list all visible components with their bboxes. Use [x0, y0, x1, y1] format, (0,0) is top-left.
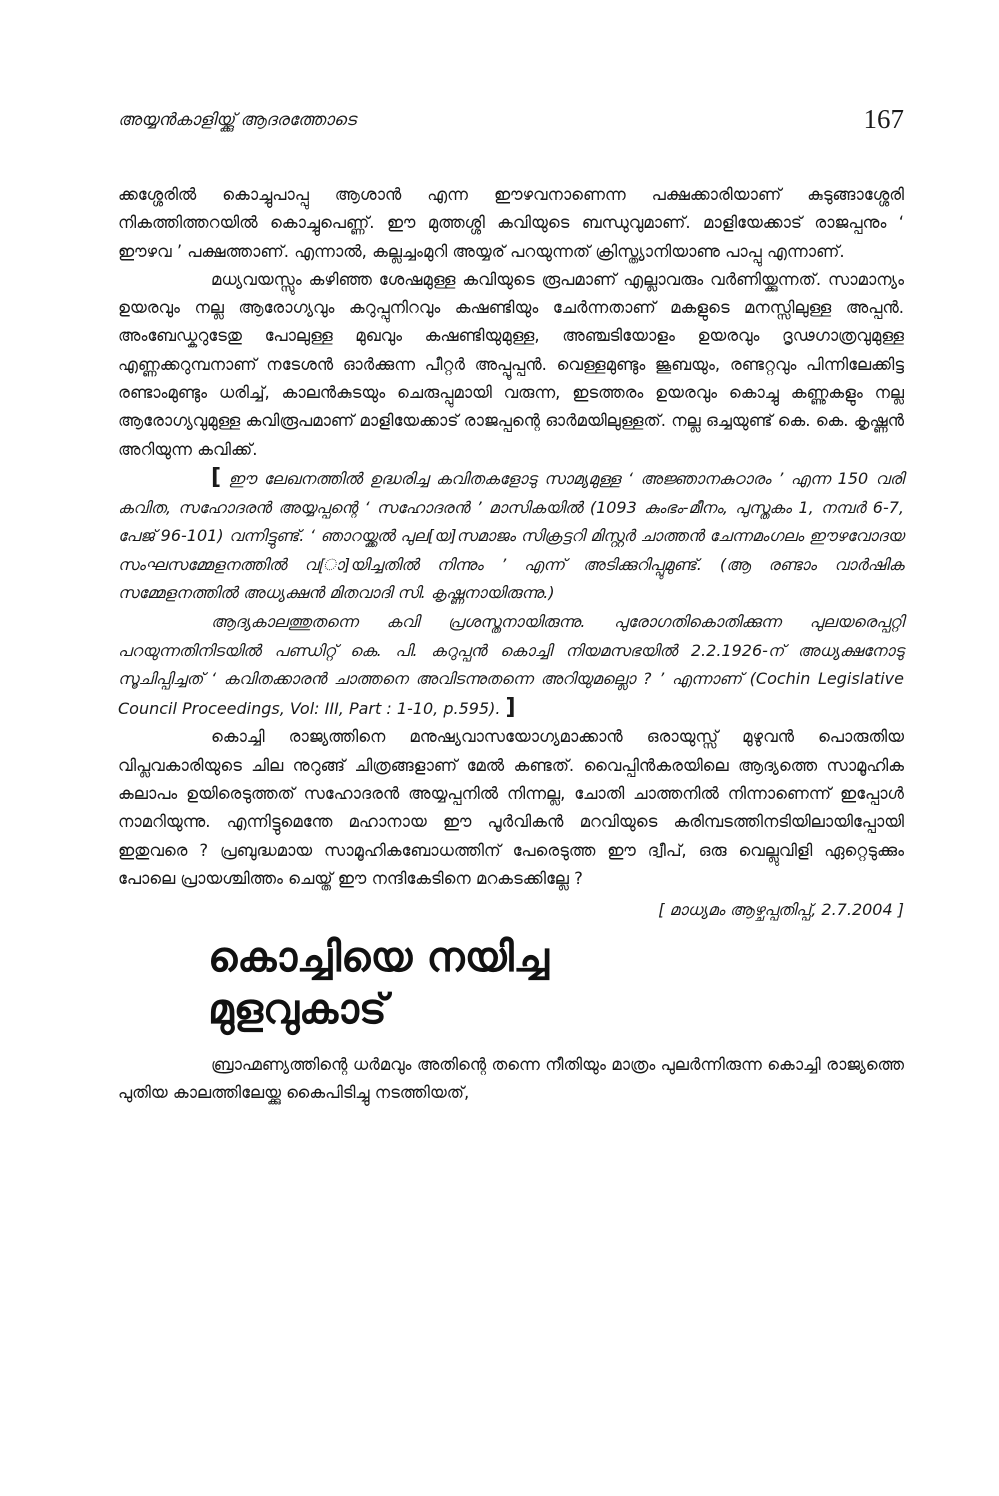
- paragraph-1: ക്കശ്ശേരിൽ കൊച്ചുപാപ്പു ആശാൻ എന്ന ഈഴവനാണെന്ന പക്ഷക്കാരിയാണ് കുടുങ്ങാശ്ശേരി നികത്തിത്തറയിൽ കൊച്ചുപെണ്ണ്. ഈ മുത്തശ്ശി കവിയുടെ ബന്ധുവുമാണ്. മാളിയേക്കാട് രാജപ്പനും ‘ ഈഴവ ’ പക്ഷത്താണ്. എന്നാൽ, കല്ലച്ചംമുറി അയ്യര് പറയുന്നത് ക്രിസ്ത്യാനിയാണു പാപ്പു എന്നാണ്.: [118, 185, 904, 261]
- source-citation: [ മാധ്യമം ആഴ്ചപ്പതിപ്പ്, 2.7.2004 ]: [658, 900, 904, 920]
- open-bracket: [: [211, 464, 222, 490]
- article-title: [208, 931, 904, 1035]
- paragraph-3: കൊച്ചി രാജ്യത്തിനെ മനുഷ്യവാസയോഗ്യമാക്കാൻ ഒരായുസ്സ് മുഴുവൻ പൊരുതിയ വിപ്ലവകാരിയുടെ ചില നുറുങ്ങ് ചിത്രങ്ങളാണ് മേൽ കണ്ടത്. വൈപ്പിൻകരയിലെ ആദ്യത്തെ സാമൂഹിക കലാപം ഉയിരെടുത്തത് സഹോദരൻ അയ്യപ്പനിൽ നിന്നല്ല, ചോതി ചാത്തനിൽ നിന്നാണെന്ന് ഇപ്പോൾ നാമറിയുന്നു. എന്നിട്ടുമെന്തേ മഹാനായ ഈ പൂർവികൻ മറവിയുടെ കരിമ്പടത്തിനടിയിലായിപ്പോയി ഇതുവരെ ? പ്രബുദ്ധമായ സാമൂഹികബോധത്തിന് പേരെടുത്ത ഈ ദ്വീപ്, ഒരു വെല്ലുവിളി ഏറ്റെടുക്കും പോലെ പ്രായശ്ചിത്തം ചെയ്ത് ഈ നന്ദികേടിനെ മറകടക്കില്ലേ ?: [118, 727, 904, 888]
- page-number: 167: [863, 104, 904, 134]
- bracket-note-1: [118, 464, 904, 608]
- bracket-note-1-text: ഈ ലേഖനത്തിൽ ഉദ്ധരിച്ച കവിതകളോടു സാമ്യമുള്ള ‘ അജ്ഞാനകുഠാരം ’ എന്ന 150 വരി കവിത, സഹോദരൻ അയ്യപ്പന്റെ ‘ സഹോദരൻ ’ മാസികയിൽ (1093 കുംഭം-മീനം, പുസ്തകം 1, നമ്പർ 6-7, പേജ് 96-101) വന്നിട്ടുണ്ട്. ‘ ഞാറയ്ക്കൽ പുല[യ]സമാജം സിക്രട്ടറി മിസ്റ്റർ ചാത്തൻ ചേന്നമംഗലം ഈഴവോദയ സംഘസമ്മേളനത്തിൽ വ[ാ]യിച്ചതിൽ നിന്നും ’ എന്ന് അടിക്കുറിപ്പുമുണ്ട്. (ആ രണ്ടാം വാർഷിക സമ്മേളനത്തിൽ അധ്യക്ഷൻ മിതവാദി സി. കൃഷ്ണനായിരുന്നു.): [118, 468, 904, 603]
- paragraph-2: മധ്യവയസ്സും കഴിഞ്ഞ ശേഷമുള്ള കവിയുടെ രൂപമാണ് എല്ലാവരും വർണിയ്ക്കുന്നത്. സാമാന്യം ഉയരവും നല്ല ആരോഗ്യവും കറുപ്പുനിറവും കഷണ്ടിയും ചേർന്നതാണ് മകളുടെ മനസ്സിലുള്ള അപ്പൻ. അംബേഡ്കറുടേതു പോലുള്ള മുഖവും കഷണ്ടിയുമുള്ള, അഞ്ചടിയോളം ഉയരവും ദൃഢഗാത്രവുമുള്ള എണ്ണക്കറുമ്പനാണ് നടേശൻ ഓർക്കുന്ന പീറ്റർ അപ്പൂപ്പൻ. വെള്ളമുണ്ടും ജൂബയും, രണ്ടറ്റവും പിന്നിലേക്കിട്ട രണ്ടാംമുണ്ടും ധരിച്ച്, കാലൻകുടയും ചെരുപ്പുമായി വരുന്ന, ഇടത്തരം ഉയരവും കൊച്ചു കണ്ണുകളും നല്ല ആരോഗ്യവുമുള്ള കവിരൂപമാണ് മാളിയേക്കാട് രാജപ്പന്റെ ഓർമയിലുള്ളത്. നല്ല ഒച്ചയുണ്ട് കെ. കെ. കൃഷ്ണൻ അറിയുന്ന കവിക്ക്.: [118, 269, 904, 459]
- bracket-note-2: [118, 608, 904, 723]
- close-bracket: ]: [505, 694, 516, 720]
- page-header: [118, 104, 904, 144]
- page-body: [118, 181, 904, 1108]
- article-title-line-1: കൊച്ചിയെ നയിച്ച: [208, 933, 549, 982]
- article-title-line-2: മുളവുകാട്: [208, 985, 387, 1034]
- bracket-note-2-text: ആദ്യകാലത്തുതന്നെ കവി പ്രശസ്തനായിരുന്നു. പുരോഗതികൊതിക്കുന്ന പുലയരെപ്പറ്റി പറയുന്നതിനിടയിൽ പണ്ഡിറ്റ് കെ. പി. കറുപ്പൻ കൊച്ചി നിയമസഭയിൽ 2.2.1926-ന് അധ്യക്ഷനോടു സൂചിപ്പിച്ചത് ‘ കവിതക്കാരൻ ചാത്തനെ അവിടന്നുതന്നെ അറിയുമല്ലൊ ? ’ എന്നാണ് (Cochin Legislative Council Proceedings, Vol: III, Part : 1-10, p.595).: [118, 611, 904, 718]
- article-paragraph-1: ബ്രാഹ്മണ്യത്തിന്റെ ധർമവും അതിന്റെ തന്നെ നീതിയും മാത്രം പുലർന്നിരുന്ന കൊച്ചി രാജ്യത്തെ പുതിയ കാലത്തിലേയ്ക്കു കൈപിടിച്ചു നടത്തിയത്,: [118, 1055, 904, 1103]
- running-title: അയ്യൻകാളിയ്ക്കു് ആദരത്തോടെ: [118, 110, 356, 130]
